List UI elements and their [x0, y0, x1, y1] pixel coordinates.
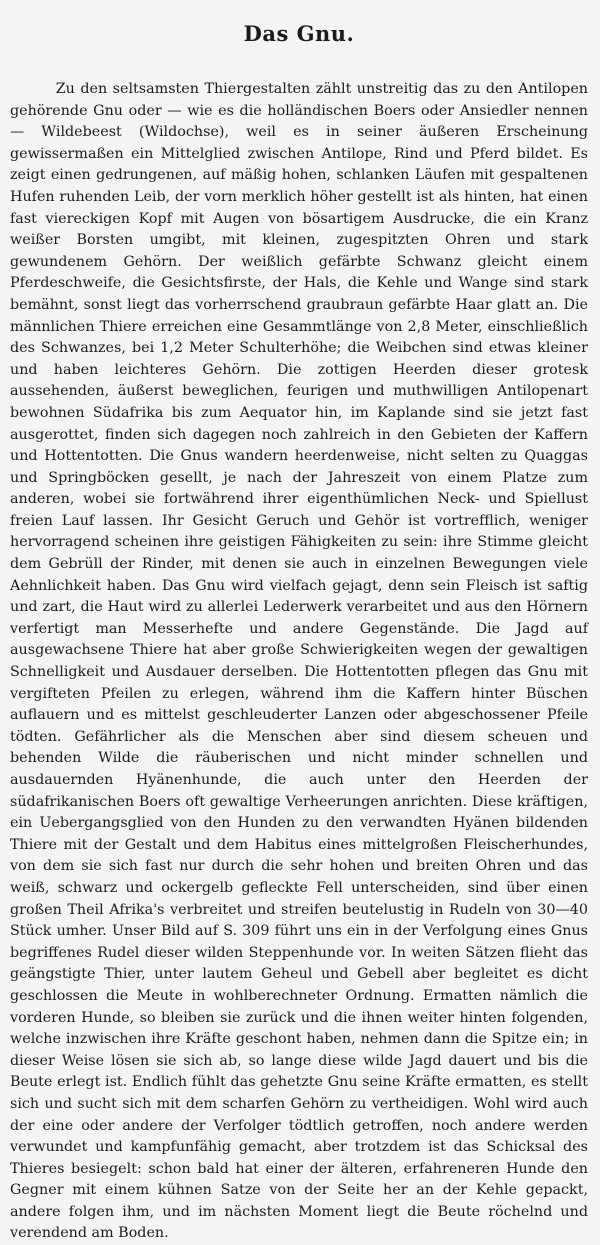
article-title: Das Gnu.: [243, 21, 355, 46]
article-body: Zu den seltsamsten Thiergestalten zählt unstreitig das zu den Antilopen gehörende Gnu oder — wie es die holländischen Boers oder Ansiedler nennen — Wildebeest (Wildochse), weil es in seiner äußeren Erscheinung gewissermaßen ein Mittelglied zwischen Antilope, Rind und Pferd bildet. Es zeigt einen gedrungenen, auf mäßig hohen, schlanken Läufen mit gespaltenen Hufen ruhenden Leib, der vorn merklich höher gestellt ist als hinten, hat einen fast viereckigen Kopf mit Augen von bösartigem Ausdrucke, die ein Kranz weißer Borsten umgibt, mit kleinen, zugespitzten Ohren und stark gewundenem Gehörn. Der weißlich gefärbte Schwanz gleicht einem Pferdeschweife, die Gesichtsfirste, der Hals, die Kehle und Wange sind stark bemähnt, sonst liegt das vorherrschend graubraun gefärbte Haar glatt an. Die männlichen Thiere erreichen eine Gesammtlänge von 2,8 Meter, einschließlich des Schwanzes, bei 1,2 Meter Schulterhöhe; die Weibchen sind etwas kleiner und haben leichteres Gehörn. Die zottigen Heerden dieser grotesk aussehenden, äußerst beweglichen, feurigen und muthwilligen Antilopenart bewohnen Südafrika bis zum Aequator hin, im Kaplande sind sie jetzt fast ausgerottet, finden sich dagegen noch zahlreich in den Gebieten der Kaffern und Hottentotten. Die Gnus wandern heerdenweise, nicht selten zu Quaggas und Springböcken gesellt, je nach der Jahreszeit von einem Platze zum anderen, wobei sie fortwährend ihrer eigenthümlichen Neck- und Spiellust freien Lauf lassen. Ihr Gesicht Geruch und Gehör ist vortrefflich, weniger hervorragend scheinen ihre geistigen Fähigkeiten zu sein: ihre Stimme gleicht dem Gebrüll der Rinder, mit denen sie auch in einzelnen Bewegungen viele Aehnlichkeit haben. Das Gnu wird vielfach gejagt, denn sein Fleisch ist saftig und zart, die Haut wird zu allerlei Lederwerk verarbeitet und aus den Hörnern verfertigt man Messerhefte und andere Gegenstände. Die Jagd auf ausgewachsene Thiere hat aber große Schwierigkeiten wegen der gewaltigen Schnelligkeit und Ausdauer derselben. Die Hottentotten pflegen das Gnu mit vergifteten Pfeilen zu erlegen, während ihm die Kaffern hinter Büschen auflauern und es mittelst geschleuderter Lanzen oder abgeschossener Pfeile tödten. Gefährlicher als die Menschen aber sind diesem scheuen und behenden Wilde die räuberischen und nicht minder schnellen und ausdauernden Hyänenhunde, die auch unter den Heerden der südafrikanischen Boers oft gewaltige Verheerungen anrichten. Diese kräftigen, ein Uebergangsglied von den Hunden zu den verwandten Hyänen bildenden Thiere mit der Gestalt und dem Habitus eines mittelgroßen Fleischerhundes, von dem sie sich fast nur durch die sehr hohen und breiten Ohren und das weiß, schwarz und ockergelb gefleckte Fell unterscheiden, sind über einen großen Theil Afrika's verbreitet und streifen beutelustig in Rudeln von 30—40 Stück umher. Unser Bild auf S. 309 führt uns ein in der Verfolgung eines Gnus begriffenes Rudel dieser wilden Steppenhunde vor. In weiten Sätzen flieht das geängstigte Thier, unter lautem Geheul und Gebell aber begleitet es dicht geschlossen die Meute in wohlberechneter Ordnung. Ermatten nämlich die vorderen Hunde, so bleiben sie zurück und die ihnen weiter hinten folgenden, welche inzwischen ihre Kräfte geschont haben, nehmen dann die Spitze ein; in dieser Weise lösen sie sich ab, so lange diese wilde Jagd dauert und bis die Beute erlegt ist. Endlich fühlt das gehetzte Gnu seine Kräfte ermatten, es stellt sich und sucht sich mit dem scharfen Gehörn zu vertheidigen. Wohl wird auch der eine oder andere der Verfolger tödtlich getroffen, noch andere werden verwundet und kampfunfähig gemacht, aber trotzdem ist das Schicksal des Thieres besiegelt: schon bald hat einer der älteren, erfahreneren Hunde den Gegner mit einem kühnen Satze von der Seite her an der Kehle gepackt, andere folgen ihm, und im nächsten Moment liegt die Beute röchelnd und verendend am Boden.: [10, 81, 588, 1242]
